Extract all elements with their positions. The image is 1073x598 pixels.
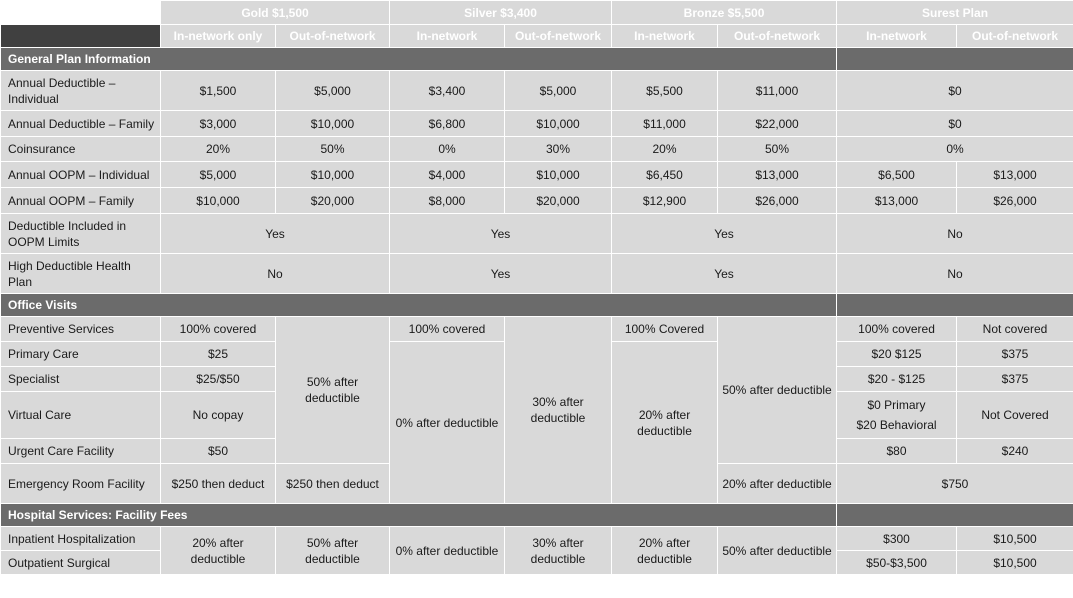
- table-cell: No: [837, 214, 1073, 254]
- table-cell: $4,000: [390, 162, 505, 188]
- table-cell: $300: [837, 527, 957, 551]
- table-cell: $250 then deduct: [161, 464, 276, 504]
- merged-cell: 20% after deductible: [161, 527, 276, 575]
- table-cell: 0%: [390, 137, 505, 162]
- table-row: [1, 317, 1073, 342]
- table-cell: Yes: [390, 214, 612, 254]
- section-title: Office Visits: [1, 294, 837, 317]
- table-cell: Yes: [612, 254, 837, 294]
- table-cell: $240: [957, 439, 1073, 464]
- table-cell: 20%: [612, 137, 718, 162]
- table-cell: Yes: [161, 214, 390, 254]
- row-label: Deductible Included in OOPM Limits: [1, 214, 161, 254]
- table-cell: $13,000: [957, 162, 1073, 188]
- corner-cell: [1, 1, 161, 25]
- table-row: [1, 71, 1073, 111]
- row-label: Virtual Care: [1, 392, 161, 439]
- table-cell: $5,500: [612, 71, 718, 111]
- row-label: Urgent Care Facility: [1, 439, 161, 464]
- table-cell: 0%: [837, 137, 1073, 162]
- table-row: [1, 527, 1073, 551]
- table-cell: $20,000: [505, 188, 612, 214]
- row-label: Emergency Room Facility: [1, 464, 161, 504]
- merged-cell: 0% after deductible: [390, 527, 505, 575]
- table-cell: [837, 392, 957, 439]
- table-cell: $10,000: [505, 162, 612, 188]
- table-cell: $8,000: [390, 188, 505, 214]
- row-label: Primary Care: [1, 342, 161, 367]
- row-label: Specialist: [1, 367, 161, 392]
- table-cell: $0: [837, 111, 1073, 137]
- table-cell: $20 - $125: [837, 367, 957, 392]
- table-cell: Yes: [390, 254, 612, 294]
- network-surest-in: In-network: [837, 25, 957, 48]
- merged-cell: 0% after deductible: [390, 342, 505, 504]
- section-title: General Plan Information: [1, 48, 837, 71]
- table-cell: $6,500: [837, 162, 957, 188]
- table-cell: $5,000: [161, 162, 276, 188]
- row-label: Annual Deductible – Family: [1, 111, 161, 137]
- merged-cell: 50% after deductible: [276, 317, 390, 464]
- table-cell: No: [161, 254, 390, 294]
- merged-cell: 20% after deductible: [612, 342, 718, 504]
- network-gold-out: Out-of-network: [276, 25, 390, 48]
- table-cell: $20,000: [276, 188, 390, 214]
- merged-cell: 30% after deductible: [505, 527, 612, 575]
- section-row-office: [1, 294, 1073, 317]
- network-surest-out: Out-of-network: [957, 25, 1073, 48]
- plan-name-gold: Gold $1,500: [161, 1, 390, 25]
- row-label: Preventive Services: [1, 317, 161, 342]
- network-bronze-in: In-network: [612, 25, 718, 48]
- table-cell: 50%: [276, 137, 390, 162]
- table-cell: $10,500: [957, 551, 1073, 575]
- table-cell-line: $20 Behavioral: [856, 418, 937, 432]
- network-header-row: [1, 25, 1073, 48]
- table-cell: $10,000: [276, 111, 390, 137]
- plan-name-silver: Silver $3,400: [390, 1, 612, 25]
- table-row: [1, 111, 1073, 137]
- corner-cell: [1, 25, 161, 48]
- table-cell: $20 $125: [837, 342, 957, 367]
- table-cell: $750: [837, 464, 1073, 504]
- merged-cell: 30% after deductible: [505, 317, 612, 504]
- table-row: [1, 188, 1073, 214]
- plan-name-surest: Surest Plan: [837, 1, 1073, 25]
- table-cell: Not covered: [957, 317, 1073, 342]
- network-silver-out: Out-of-network: [505, 25, 612, 48]
- table-cell: Not Covered: [957, 392, 1073, 439]
- section-fill: [837, 294, 1073, 317]
- table-cell: 20% after deductible: [718, 464, 837, 504]
- section-row-general: [1, 48, 1073, 71]
- table-cell: 100% Covered: [612, 317, 718, 342]
- merged-cell: 50% after deductible: [718, 527, 837, 575]
- table-cell: $10,000: [276, 162, 390, 188]
- table-cell: $26,000: [957, 188, 1073, 214]
- section-title: Hospital Services: Facility Fees: [1, 504, 837, 527]
- row-label: Annual OOPM – Individual: [1, 162, 161, 188]
- table-cell: $12,900: [612, 188, 718, 214]
- table-row: [1, 254, 1073, 294]
- merged-cell: 50% after deductible: [718, 317, 837, 464]
- table-cell: $5,000: [505, 71, 612, 111]
- table-cell: $375: [957, 342, 1073, 367]
- merged-cell: 20% after deductible: [612, 527, 718, 575]
- table-cell: $25/$50: [161, 367, 276, 392]
- table-cell: 100% covered: [837, 317, 957, 342]
- table-row: [1, 137, 1073, 162]
- table-cell: $22,000: [718, 111, 837, 137]
- table-cell: $5,000: [276, 71, 390, 111]
- table-cell: $80: [837, 439, 957, 464]
- table-cell: $10,000: [161, 188, 276, 214]
- table-cell: No copay: [161, 392, 276, 439]
- table-cell: $50: [161, 439, 276, 464]
- row-label: Outpatient Surgical: [1, 551, 161, 575]
- table-cell: No: [837, 254, 1073, 294]
- table-cell: $11,000: [718, 71, 837, 111]
- row-label: Inpatient Hospitalization: [1, 527, 161, 551]
- table-cell: 100% covered: [161, 317, 276, 342]
- section-row-hospital: [1, 504, 1073, 527]
- row-label: Annual OOPM – Family: [1, 188, 161, 214]
- table-cell: 20%: [161, 137, 276, 162]
- network-bronze-out: Out-of-network: [718, 25, 837, 48]
- plan-header-row: [1, 1, 1073, 25]
- table-cell: $26,000: [718, 188, 837, 214]
- table-cell: $13,000: [718, 162, 837, 188]
- table-cell: $10,500: [957, 527, 1073, 551]
- table-cell: $3,000: [161, 111, 276, 137]
- table-cell-line: $0 Primary: [867, 398, 926, 412]
- table-cell: $25: [161, 342, 276, 367]
- section-fill: [837, 48, 1073, 71]
- merged-cell: 50% after deductible: [276, 527, 390, 575]
- table-cell: $50-$3,500: [837, 551, 957, 575]
- table-cell: $6,800: [390, 111, 505, 137]
- table-cell: $250 then deduct: [276, 464, 390, 504]
- network-silver-in: In-network: [390, 25, 505, 48]
- table-cell: 50%: [718, 137, 837, 162]
- table-cell: $1,500: [161, 71, 276, 111]
- table-cell: Yes: [612, 214, 837, 254]
- plan-name-bronze: Bronze $5,500: [612, 1, 837, 25]
- row-label: Annual Deductible – Individual: [1, 71, 161, 111]
- table-row: [1, 162, 1073, 188]
- network-gold-in: In-network only: [161, 25, 276, 48]
- row-label: Coinsurance: [1, 137, 161, 162]
- table-cell: $10,000: [505, 111, 612, 137]
- table-row: [1, 214, 1073, 254]
- table-cell: $11,000: [612, 111, 718, 137]
- table-cell: $13,000: [837, 188, 957, 214]
- table-cell: 30%: [505, 137, 612, 162]
- table-cell: $3,400: [390, 71, 505, 111]
- row-label: High Deductible Health Plan: [1, 254, 161, 294]
- table-cell: $375: [957, 367, 1073, 392]
- table-cell: 100% covered: [390, 317, 505, 342]
- table-cell: $0: [837, 71, 1073, 111]
- section-fill: [837, 504, 1073, 527]
- table-cell: $6,450: [612, 162, 718, 188]
